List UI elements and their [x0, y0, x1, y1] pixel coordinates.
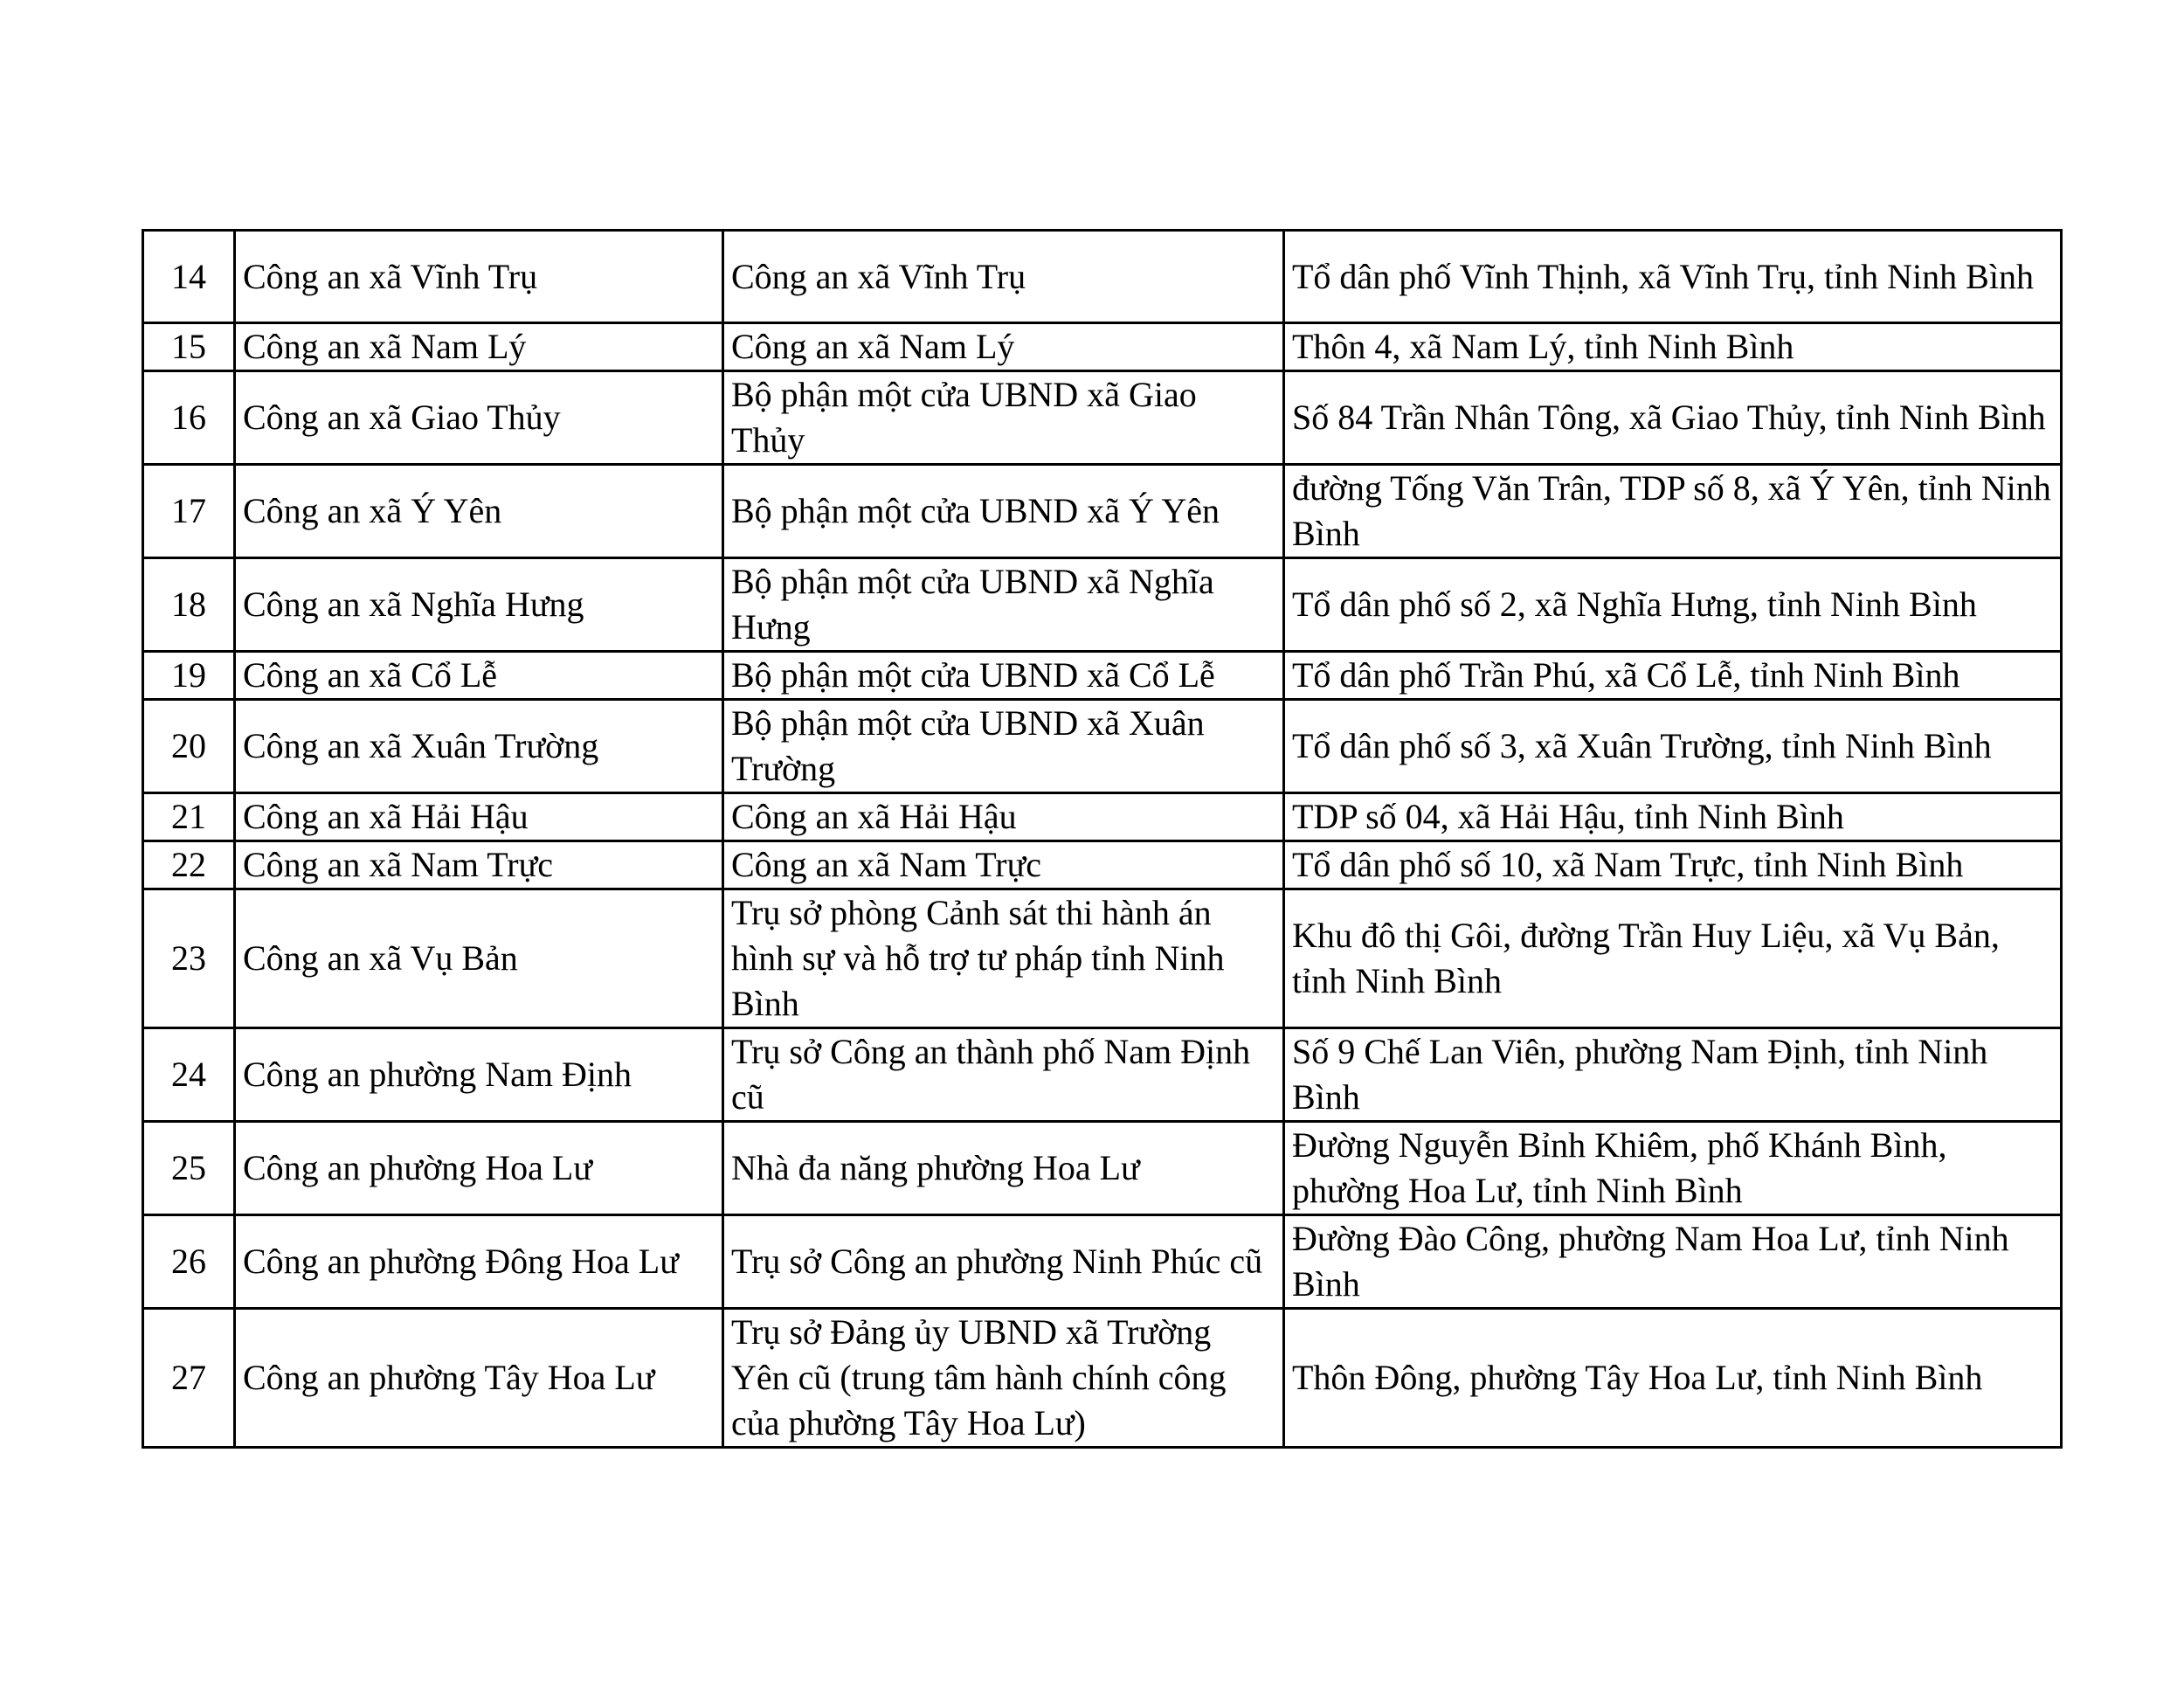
table-row	[143, 793, 2062, 841]
address: Tổ dân phố Vĩnh Thịnh, xã Vĩnh Trụ, tỉnh Ninh Bình	[1284, 231, 2062, 323]
location-table	[142, 229, 2063, 1449]
row-number: 26	[143, 1215, 235, 1309]
place-name: Bộ phận một cửa UBND xã Nghĩa Hưng	[723, 558, 1284, 652]
table-row	[143, 1215, 2062, 1309]
unit-name: Công an xã Nam Trực	[235, 841, 723, 889]
unit-name: Công an xã Vĩnh Trụ	[235, 231, 723, 323]
place-name: Bộ phận một cửa UBND xã Ý Yên	[723, 465, 1284, 558]
unit-name: Công an phường Nam Định	[235, 1028, 723, 1122]
place-name: Trụ sở Đảng ủy UBND xã Trường Yên cũ (trung tâm hành chính công của phường Tây Hoa Lư)	[723, 1309, 1284, 1448]
table-row	[143, 652, 2062, 700]
row-number: 16	[143, 371, 235, 465]
place-name: Trụ sở phòng Cảnh sát thi hành án hình sự và hỗ trợ tư pháp tỉnh Ninh Bình	[723, 889, 1284, 1028]
address: Tổ dân phố số 3, xã Xuân Trường, tỉnh Ninh Bình	[1284, 700, 2062, 793]
row-number: 19	[143, 652, 235, 700]
place-name: Trụ sở Công an thành phố Nam Định cũ	[723, 1028, 1284, 1122]
row-number: 25	[143, 1122, 235, 1215]
unit-name: Công an xã Hải Hậu	[235, 793, 723, 841]
table-row	[143, 1309, 2062, 1448]
unit-name: Công an xã Nam Lý	[235, 323, 723, 371]
place-name: Công an xã Vĩnh Trụ	[723, 231, 1284, 323]
unit-name: Công an phường Đông Hoa Lư	[235, 1215, 723, 1309]
address: Khu đô thị Gôi, đường Trần Huy Liệu, xã Vụ Bản, tỉnh Ninh Bình	[1284, 889, 2062, 1028]
table-row	[143, 841, 2062, 889]
table-row	[143, 558, 2062, 652]
address: Đường Đào Công, phường Nam Hoa Lư, tỉnh Ninh Bình	[1284, 1215, 2062, 1309]
unit-name: Công an phường Hoa Lư	[235, 1122, 723, 1215]
address: đường Tống Văn Trân, TDP số 8, xã Ý Yên, tỉnh Ninh Bình	[1284, 465, 2062, 558]
table-row	[143, 465, 2062, 558]
place-name: Công an xã Hải Hậu	[723, 793, 1284, 841]
row-number: 15	[143, 323, 235, 371]
table-row	[143, 700, 2062, 793]
row-number: 17	[143, 465, 235, 558]
row-number: 23	[143, 889, 235, 1028]
unit-name: Công an xã Vụ Bản	[235, 889, 723, 1028]
place-name: Trụ sở Công an phường Ninh Phúc cũ	[723, 1215, 1284, 1309]
unit-name: Công an xã Xuân Trường	[235, 700, 723, 793]
place-name: Bộ phận một cửa UBND xã Xuân Trường	[723, 700, 1284, 793]
address: TDP số 04, xã Hải Hậu, tỉnh Ninh Bình	[1284, 793, 2062, 841]
row-number: 27	[143, 1309, 235, 1448]
place-name: Bộ phận một cửa UBND xã Giao Thủy	[723, 371, 1284, 465]
address: Tổ dân phố số 10, xã Nam Trực, tỉnh Ninh Bình	[1284, 841, 2062, 889]
address: Số 84 Trần Nhân Tông, xã Giao Thủy, tỉnh Ninh Bình	[1284, 371, 2062, 465]
address: Số 9 Chế Lan Viên, phường Nam Định, tỉnh Ninh Bình	[1284, 1028, 2062, 1122]
unit-name: Công an xã Ý Yên	[235, 465, 723, 558]
unit-name: Công an xã Giao Thủy	[235, 371, 723, 465]
unit-name: Công an xã Cổ Lễ	[235, 652, 723, 700]
table-row	[143, 889, 2062, 1028]
address: Thôn Đông, phường Tây Hoa Lư, tỉnh Ninh Bình	[1284, 1309, 2062, 1448]
row-number: 14	[143, 231, 235, 323]
table-row	[143, 1028, 2062, 1122]
place-name: Nhà đa năng phường Hoa Lư	[723, 1122, 1284, 1215]
address: Thôn 4, xã Nam Lý, tỉnh Ninh Bình	[1284, 323, 2062, 371]
address: Đường Nguyễn Bỉnh Khiêm, phố Khánh Bình, phường Hoa Lư, tỉnh Ninh Bình	[1284, 1122, 2062, 1215]
row-number: 20	[143, 700, 235, 793]
table-row	[143, 323, 2062, 371]
table-row	[143, 371, 2062, 465]
place-name: Công an xã Nam Lý	[723, 323, 1284, 371]
row-number: 18	[143, 558, 235, 652]
place-name: Bộ phận một cửa UBND xã Cổ Lễ	[723, 652, 1284, 700]
unit-name: Công an phường Tây Hoa Lư	[235, 1309, 723, 1448]
table-body	[143, 231, 2062, 1448]
address: Tổ dân phố số 2, xã Nghĩa Hưng, tỉnh Ninh Bình	[1284, 558, 2062, 652]
row-number: 24	[143, 1028, 235, 1122]
address: Tổ dân phố Trần Phú, xã Cổ Lễ, tỉnh Ninh Bình	[1284, 652, 2062, 700]
row-number: 21	[143, 793, 235, 841]
unit-name: Công an xã Nghĩa Hưng	[235, 558, 723, 652]
table-row	[143, 1122, 2062, 1215]
table-row	[143, 231, 2062, 323]
row-number: 22	[143, 841, 235, 889]
place-name: Công an xã Nam Trực	[723, 841, 1284, 889]
